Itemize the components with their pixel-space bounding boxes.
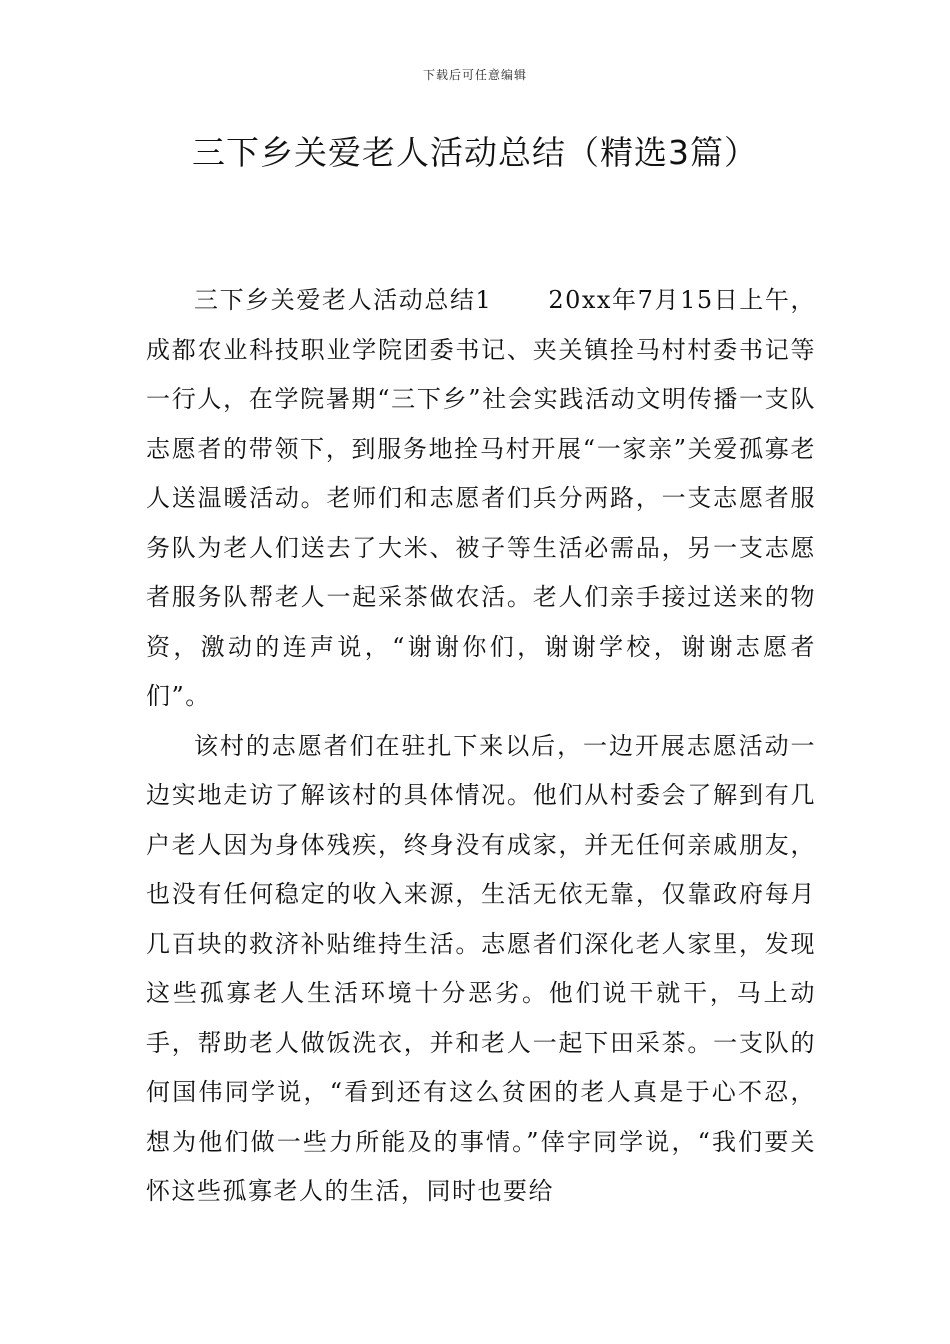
page-header-note: 下载后可任意编辑 — [422, 68, 527, 82]
paragraph-2: 该村的志愿者们在驻扎下来以后，一边开展志愿活动一边实地走访了解该村的具体情况。他们从村委会了解到有几户老人因为身体残疾，终身没有成家，并无任何亲戚朋友，也没有任何稳定的收入来源，生活无依无靠，仅靠政府每月几百块的救济补贴维持生活。志愿者们深化老人家里，发现这些孤寡老人生活环境十分恶劣。他们说干就干，马上动手，帮助老人做饭洗衣，并和老人一起下田采茶。一支队的何国伟同学说，“看到还有这么贫困的老人真是于心不忍，想为他们做一些力所能及的事情。”倖宇同学说，“我们要关怀这些孤寡老人的生活，同时也要给 — [146, 731, 816, 1205]
paragraph-1 — [146, 276, 816, 722]
paragraph-1-text: 20xx年7月15日上午，成都农业科技职业学院团委书记、夹关镇拴马村村委书记等一行人，在学院暑期“三下乡”社会实践活动文明传播一支队志愿者的带领下，到服务地拴马村开展“一家亲”关爱孤寡老人送温暖活动。老师们和志愿者们兵分两路，一支志愿者服务队为老人们送去了大米、被子等生活必需品，另一支志愿者服务队帮老人一起采茶做农活。老人们亲手接过送来的物资，激动的连声说，“谢谢你们，谢谢学校，谢谢志愿者们”。 — [146, 286, 816, 710]
document-body — [146, 276, 816, 1217]
section-heading: 三下乡关爱老人活动总结1 — [194, 286, 493, 314]
document-title: 三下乡关爱老人活动总结（精选3篇） — [192, 133, 758, 172]
